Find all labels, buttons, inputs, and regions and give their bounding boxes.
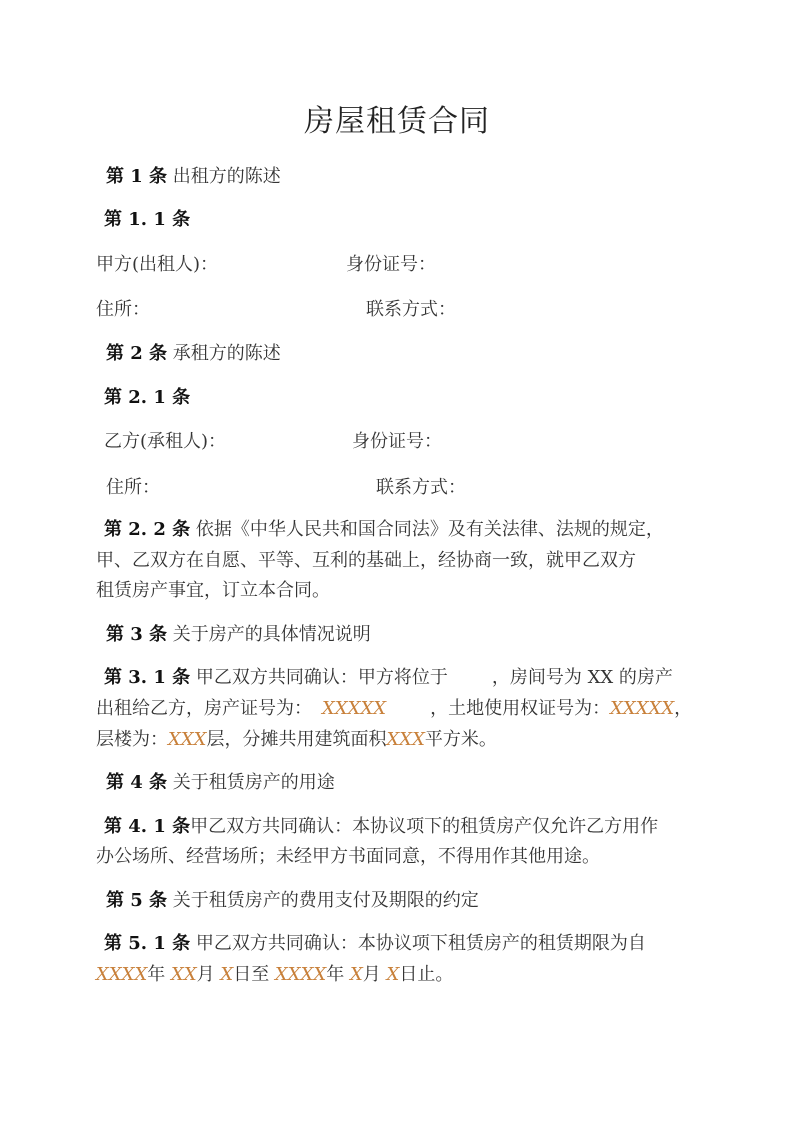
article-number: 第 4 条 — [106, 772, 168, 793]
article-4-1-line-1 — [104, 816, 658, 838]
article-title: 关于租赁房产的用途 — [172, 772, 335, 793]
placeholder-value: X — [220, 964, 234, 985]
article-1-1-heading: 第 1. 1 条 — [104, 209, 191, 230]
article-text: ， — [674, 698, 693, 719]
article-5-1-line-1 — [104, 933, 646, 955]
article-3-1-line-2 — [96, 698, 692, 720]
article-3-heading — [106, 624, 371, 646]
article-4-1-line-2: 办公场所、经营场所；未经甲方书面同意，不得用作其他用途。 — [96, 846, 600, 867]
placeholder-value: XX — [171, 964, 197, 985]
article-2-2-line-1 — [104, 519, 664, 541]
article-text: ，房间号为 XX 的房产 — [491, 667, 673, 688]
article-3-1-line-1 — [104, 667, 673, 689]
article-title: 关于租赁房产的费用支付及期限的约定 — [172, 890, 479, 911]
article-text: 层楼为： — [96, 729, 168, 750]
placeholder-value: XXXX — [96, 964, 148, 985]
article-number: 第 2 条 — [106, 343, 168, 364]
page-title: 房屋租赁合同 — [304, 104, 490, 139]
article-text: ，土地使用权证号为： — [430, 698, 611, 719]
article-2-2-line-3: 租赁房产事宜，订立本合同。 — [96, 580, 330, 601]
lessee-name-label: 乙方(承租人)： — [104, 431, 227, 452]
placeholder-value: XXXXX — [610, 698, 675, 719]
lessor-address-label: 住所： — [96, 299, 150, 320]
article-5-1-line-2 — [96, 964, 453, 986]
placeholder-value: X — [349, 964, 363, 985]
lessor-id-label: 身份证号： — [346, 254, 436, 275]
placeholder-value: XXX — [386, 729, 425, 750]
lessee-address-label: 住所： — [106, 477, 160, 498]
article-title: 关于房产的具体情况说明 — [172, 624, 371, 645]
placeholder-value: X — [386, 964, 400, 985]
article-text: 层，分摊共用建筑面积 — [206, 729, 387, 750]
article-2-1-heading: 第 2. 1 条 — [104, 387, 191, 408]
lessee-contact-label: 联系方式： — [376, 477, 466, 498]
article-number: 第 3 条 — [106, 624, 168, 645]
article-title: 出租方的陈述 — [172, 166, 281, 187]
article-title: 承租方的陈述 — [172, 343, 281, 364]
article-text: 甲乙双方共同确认：本协议项下的租赁房产仅允许乙方用作 — [190, 816, 659, 837]
article-number: 第 1 条 — [106, 166, 168, 187]
article-number: 第 5 条 — [106, 890, 168, 911]
article-number: 第 3. 1 条 — [104, 667, 191, 688]
article-text: 月 — [362, 964, 381, 985]
article-4-heading — [106, 772, 335, 794]
article-1-heading — [106, 166, 281, 188]
article-text: 平方米。 — [424, 729, 497, 750]
article-5-heading — [106, 890, 479, 912]
article-3-1-line-3 — [96, 729, 497, 751]
placeholder-value: XXXX — [274, 964, 327, 985]
lessor-name-label: 甲方(出租人)： — [96, 254, 219, 275]
article-number: 第 5. 1 条 — [104, 933, 191, 954]
article-text: 甲乙双方共同确认：本协议项下租赁房产的租赁期限为自 — [195, 933, 646, 954]
article-text: 甲乙双方共同确认：甲方将位于 — [195, 667, 448, 688]
article-text: 日止。 — [399, 964, 454, 985]
article-number: 第 4. 1 条 — [104, 816, 191, 837]
article-text: 月 — [196, 964, 215, 985]
article-text: 依据《中华人民共和国合同法》及有关法律、法规的规定， — [195, 519, 664, 540]
lessor-contact-label: 联系方式： — [366, 299, 456, 320]
article-text: 年 — [147, 964, 166, 985]
article-number: 第 2. 2 条 — [104, 519, 191, 540]
lessee-id-label: 身份证号： — [352, 431, 442, 452]
article-text: 年 — [326, 964, 345, 985]
placeholder-value: XXX — [168, 729, 207, 750]
placeholder-value: XXXXX — [322, 698, 387, 719]
article-2-heading — [106, 343, 281, 365]
article-2-2-line-2: 甲、乙双方在自愿、平等、互利的基础上，经协商一致，就甲乙双方 — [96, 550, 636, 571]
article-text: 出租给乙方，房产证号为： — [96, 698, 312, 719]
article-text: 日至 — [233, 964, 270, 985]
